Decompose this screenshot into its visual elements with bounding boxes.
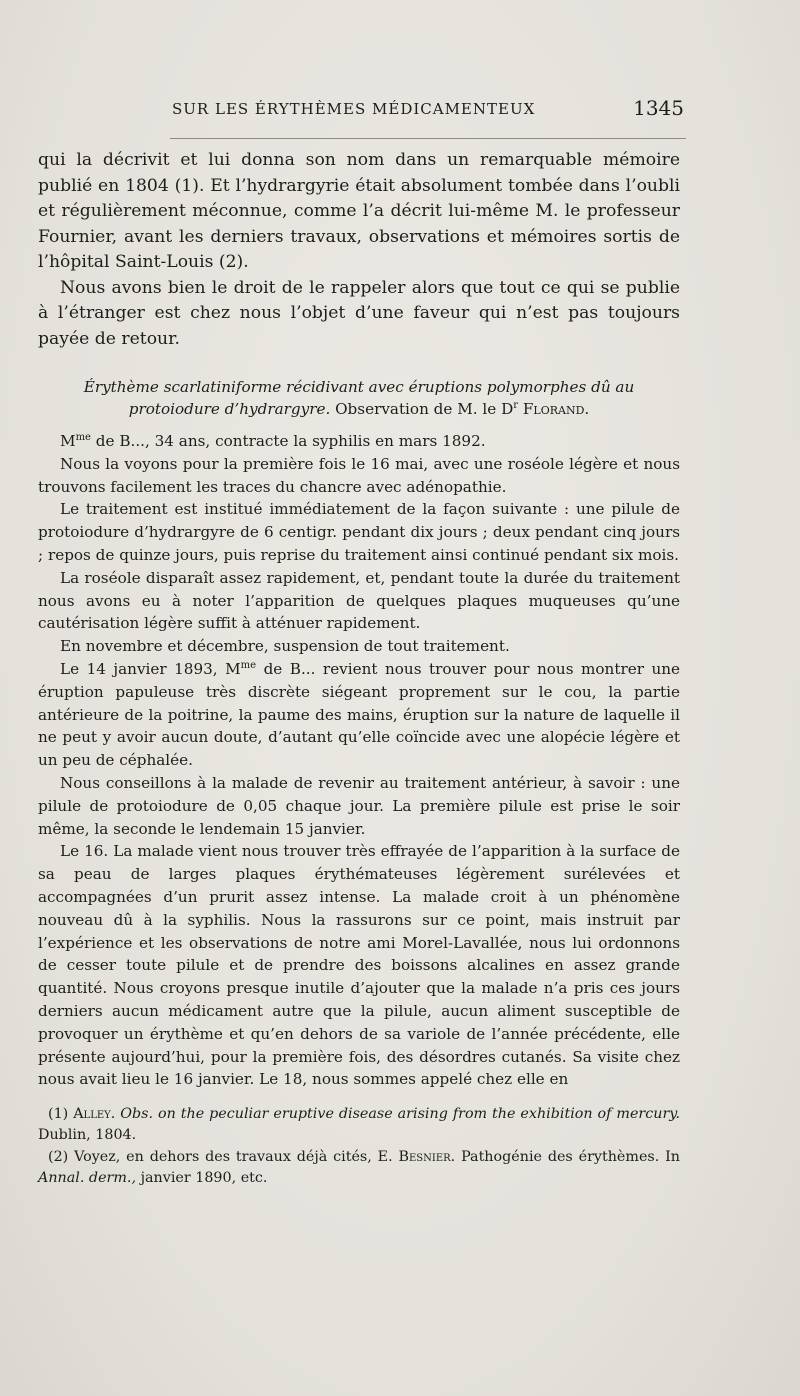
running-title: SUR LES ÉRYTHÈMES MÉDICAMENTEUX: [172, 100, 536, 118]
footnote-1-number: (1): [48, 1106, 69, 1123]
observation-paragraph-4: La roséole disparaît assez rapidement, et, pendant toute la durée du traitement nous avons eu à noter l’apparition de quelques plaques muqueuses qu’une cautérisation légère suffit à atténuer rapidement.: [38, 568, 680, 633]
footnote-2-text-c: janvier 1890, etc.: [140, 1169, 268, 1186]
page-header: [172, 96, 684, 124]
header-rule: [170, 138, 686, 139]
intro-text: [38, 148, 680, 352]
observation-paragraph-8: Le 16. La malade vient nous trouver très effrayée de l’apparition à la surface de sa peau de larges plaques érythémateuses légèrement surélevées et accompagnées d’un prurit assez intense. La malade croit à un phénomène nouveau dû à la syphilis. Nous la rassurons sur ce point, mais instruit par l’expérience et les observations de notre ami Morel-Lavallée, nous lui ordonnons de cesser toute pilule et de prendre des boissons alcalines en assez grande quantité. Nous croyons presque inutile d’ajouter que la malade n’a pris ces jours derniers aucun médicament autre que la pilule, aucun aliment susceptible de provoquer un érythème et qu’en dehors de sa variole de l’année précédente, elle présente aujourd’hui, pour la première fois, des désordres cutanés. Sa visite chez nous avait lieu le 16 janvier. Le 18, nous sommes appelé chez elle en: [38, 842, 680, 1089]
page-number: 1345: [633, 96, 684, 120]
intro-paragraph-2: Nous avons bien le droit de le rappeler alors que tout ce qui se publie à l’étranger est chez nous l’objet d’une faveur qui n’est pas toujours payée de retour.: [38, 277, 680, 349]
obs-p1-b: de B..., 34 ans, contracte la syphilis en mars 1892.: [90, 432, 486, 450]
footnote-1: [38, 1104, 680, 1146]
footnote-2-journal: Annal. derm.,: [38, 1169, 137, 1186]
footnotes: [38, 1104, 680, 1189]
observation-title: [38, 377, 680, 420]
obs-p6-a: Le 14 janvier 1893, M: [60, 659, 241, 678]
observation-paragraph-5: En novembre et décembre, suspension de tout traitement.: [60, 637, 510, 656]
footnote-2-author: Besnier.: [398, 1148, 456, 1165]
footnote-1-title: Obs. on the peculiar eruptive disease arising from the exhibition of mercury.: [120, 1106, 681, 1123]
observation-title-plain: Observation de M. le D: [335, 399, 514, 418]
footnote-1-author: Alley.: [73, 1106, 116, 1123]
obs-p6-sup: me: [240, 659, 257, 671]
footnote-1-rest: Dublin, 1804.: [38, 1127, 137, 1144]
obs-p6-b: de B... revient nous trouver pour nous montrer une éruption papuleuse très discrète siégeant proprement sur le cou, la partie antérieure de la poitrine, la paume des mains, éruption sur la nature de laquelle il ne peut y avoir aucun doute, d’autant qu’elle coïncide avec une alopécie légère et un peu de céphalée.: [38, 659, 680, 770]
observation-title-sup: r: [513, 399, 519, 411]
observation-paragraph-7: Nous conseillons à la malade de revenir au traitement antérieur, à savoir : une pilule de protoiodure de 0,05 chaque jour. La première pilule est prise le soir même, la seconde le lendemain 15 janvier.: [38, 773, 680, 838]
observation-title-italic: Érythème scarlatiniforme récidivant avec éruptions polymorphes dû au protoiodure d’hydrargyre.: [83, 378, 635, 418]
footnote-2-text-a: Voyez, en dehors des travaux déjà cités, E.: [74, 1148, 393, 1165]
observation-text: [38, 430, 680, 1091]
intro-paragraph-1: qui la décrivit et lui donna son nom dans un remarquable mémoire publié en 1804 (1). Et l’hydrargyrie était absolument tombée dans l’oubli et régulièrement méconnue, comme l’a décrit lui-même M. le professeur Fournier, avant les derniers travaux, observations et mémoires sortis de l’hôpital Saint-Louis (2).: [38, 150, 680, 272]
observation-paragraph-3: Le traitement est institué immédiatement de la façon suivante : une pilule de protoiodure d’hydrargyre de 6 centigr. pendant dix jours ; deux pendant cinq jours ; repos de quinze jours, puis reprise du traitement ainsi continué pendant six mois.: [38, 500, 680, 564]
obs-p1-sup: me: [75, 431, 91, 443]
footnote-2-text-b: Pathogénie des érythèmes. In: [461, 1148, 680, 1165]
obs-p1-a: M: [60, 432, 76, 450]
footnote-2-number: (2): [48, 1148, 69, 1165]
observation-paragraph-1: [38, 430, 680, 453]
page-body: [38, 148, 680, 1189]
observation-author: Florand.: [522, 399, 590, 418]
observation-paragraph-6: [38, 658, 680, 772]
footnote-2: [38, 1147, 680, 1189]
observation-paragraph-2: Nous la voyons pour la première fois le 16 mai, avec une roséole légère et nous trouvons facilement les traces du chancre avec adénopathie.: [38, 454, 680, 496]
